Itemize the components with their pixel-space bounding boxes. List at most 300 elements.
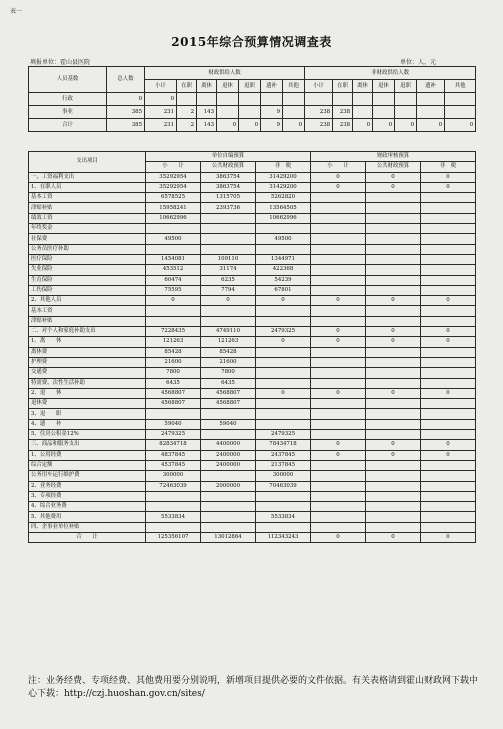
table-row xyxy=(29,471,476,481)
expense-value xyxy=(421,254,476,264)
expense-value xyxy=(421,213,476,223)
expense-column-header: 小 计 xyxy=(146,162,201,172)
nonfiscal-count xyxy=(417,106,445,119)
table-row xyxy=(29,234,476,244)
expense-value xyxy=(366,409,421,419)
expense-value: 0 xyxy=(366,450,421,460)
expense-value xyxy=(366,512,421,522)
expense-value xyxy=(311,522,366,532)
expense-value xyxy=(421,275,476,285)
expense-value: 0 xyxy=(311,532,366,542)
expense-value: 422368 xyxy=(256,265,311,275)
fiscal-count xyxy=(239,93,261,106)
personnel-row xyxy=(29,93,476,106)
expense-value xyxy=(366,275,421,285)
expense-value: 31429200 xyxy=(256,182,311,192)
expense-value: 7800 xyxy=(146,368,201,378)
expense-value xyxy=(256,491,311,501)
nonfiscal-count: 0 xyxy=(445,119,476,132)
expense-value xyxy=(256,502,311,512)
expense-value: 300000 xyxy=(146,471,201,481)
expense-value xyxy=(311,430,366,440)
expense-value: 0 xyxy=(421,450,476,460)
expense-value xyxy=(421,471,476,481)
nonfiscal-count: 0 xyxy=(395,119,417,132)
expense-value: 0 xyxy=(366,440,421,450)
nonfiscal-count xyxy=(445,93,476,106)
expense-item-label: 综合定额 xyxy=(29,460,146,470)
expense-value xyxy=(201,244,256,254)
expense-value: 54239 xyxy=(256,275,311,285)
nonfiscal-count: 238 xyxy=(305,119,333,132)
table-row xyxy=(29,368,476,378)
table-row xyxy=(29,512,476,522)
expense-value: 0 xyxy=(256,337,311,347)
expense-value xyxy=(366,502,421,512)
expense-value: 21600 xyxy=(146,357,201,367)
page-title: 2015年综合预算情况调查表 xyxy=(171,35,332,49)
expense-value: 2479325 xyxy=(256,430,311,440)
expense-value: 2437845 xyxy=(256,450,311,460)
expense-value xyxy=(366,234,421,244)
expense-value: 21600 xyxy=(201,357,256,367)
expense-item-label: 医疗保险 xyxy=(29,254,146,264)
table-row xyxy=(29,254,476,264)
expense-item-label: 津贴补贴 xyxy=(29,203,146,213)
table-row xyxy=(29,306,476,316)
expense-value xyxy=(421,357,476,367)
nonfiscal-count: 238 xyxy=(305,106,333,119)
expense-value: 2400000 xyxy=(201,460,256,470)
expense-value: 121263 xyxy=(201,337,256,347)
expense-value: 82834718 xyxy=(146,440,201,450)
table-row xyxy=(29,213,476,223)
fiscal-count: 2 xyxy=(177,119,197,132)
expense-value xyxy=(366,481,421,491)
table-row xyxy=(29,419,476,429)
expense-value: 0 xyxy=(311,172,366,182)
expense-value: 2400000 xyxy=(201,450,256,460)
expense-value: 453512 xyxy=(146,265,201,275)
personnel-row xyxy=(29,119,476,132)
fiscal-count: 231 xyxy=(145,119,177,132)
expense-value: 4837845 xyxy=(146,450,201,460)
table-row xyxy=(29,378,476,388)
table-row xyxy=(29,244,476,254)
expense-value xyxy=(366,357,421,367)
expense-value: 0 xyxy=(366,532,421,542)
expense-value xyxy=(421,316,476,326)
expense-value: 6435 xyxy=(201,378,256,388)
expense-value xyxy=(366,244,421,254)
expense-value: 49500 xyxy=(146,234,201,244)
expense-value xyxy=(311,316,366,326)
nonfiscal-count: 0 xyxy=(353,119,373,132)
fiscal-count xyxy=(177,93,197,106)
expense-value xyxy=(146,522,201,532)
expense-value xyxy=(256,244,311,254)
expense-value: 0 xyxy=(421,337,476,347)
expense-value xyxy=(311,409,366,419)
fiscal-subheader: 小计 xyxy=(145,80,177,93)
expense-value xyxy=(146,502,201,512)
expense-item-label: 基本工资 xyxy=(29,306,146,316)
expense-value xyxy=(146,316,201,326)
nonfiscal-count xyxy=(395,93,417,106)
expense-value: 85428 xyxy=(146,347,201,357)
nonfiscal-subheader: 小计 xyxy=(305,80,333,93)
expense-value: 1454081 xyxy=(146,254,201,264)
reporting-unit: 填报单位：霍山县医院 xyxy=(30,59,91,66)
expense-value xyxy=(421,347,476,357)
fiscal-count: 0 xyxy=(145,93,177,106)
expense-item-label: 年终奖金 xyxy=(29,224,146,234)
table-row xyxy=(29,440,476,450)
nonfiscal-count: 0 xyxy=(417,119,445,132)
expense-value: 49500 xyxy=(256,234,311,244)
expense-value xyxy=(421,203,476,213)
expense-value xyxy=(256,378,311,388)
expense-value: 67801 xyxy=(256,285,311,295)
table-row xyxy=(29,357,476,367)
expense-value: 2000000 xyxy=(201,481,256,491)
nonfiscal-count: 238 xyxy=(333,106,353,119)
expense-value xyxy=(256,347,311,357)
expense-item-label: 绩效工资 xyxy=(29,213,146,223)
expense-value: 59040 xyxy=(146,419,201,429)
expense-item-label: 一、工资福利支出 xyxy=(29,172,146,182)
expense-item-label: 生育保险 xyxy=(29,275,146,285)
expense-value xyxy=(366,316,421,326)
expense-value xyxy=(311,285,366,295)
expense-value xyxy=(366,347,421,357)
expense-item-label: 特需费、次性生活补助 xyxy=(29,378,146,388)
expense-value xyxy=(421,234,476,244)
fiscal-count: 2 xyxy=(177,106,197,119)
expense-value: 85428 xyxy=(201,347,256,357)
expense-value: 10662996 xyxy=(256,213,311,223)
expense-value: 4400000 xyxy=(201,440,256,450)
personnel-row-label: 合计 xyxy=(29,119,107,132)
fiscal-subheader: 遗补 xyxy=(261,80,283,93)
expense-value: 6435 xyxy=(146,378,201,388)
expense-item-label: 5、住房公积金12% xyxy=(29,430,146,440)
expense-value xyxy=(256,419,311,429)
table-row xyxy=(29,450,476,460)
expense-value xyxy=(256,368,311,378)
expense-value xyxy=(311,203,366,213)
expense-value: 4568807 xyxy=(146,388,201,398)
expense-value xyxy=(421,378,476,388)
expense-value: 7800 xyxy=(201,368,256,378)
expense-value xyxy=(366,306,421,316)
table-row xyxy=(29,203,476,213)
expense-value: 3863754 xyxy=(201,182,256,192)
expense-value xyxy=(311,265,366,275)
fiscal-subheader: 其他 xyxy=(283,80,305,93)
fiscal-subheader: 在职 xyxy=(177,80,197,93)
fiscal-count xyxy=(283,93,305,106)
expense-value xyxy=(366,522,421,532)
fiscal-header: 财政供给人数 xyxy=(145,67,305,80)
nonfiscal-count xyxy=(353,106,373,119)
expense-value xyxy=(311,213,366,223)
expense-value: 0 xyxy=(311,337,366,347)
expense-item-label: 社保费 xyxy=(29,234,146,244)
nonfiscal-subheader: 离休 xyxy=(353,80,373,93)
expense-value: 0 xyxy=(421,296,476,306)
personnel-row-label: 事业 xyxy=(29,106,107,119)
expense-value xyxy=(256,399,311,409)
expense-value xyxy=(366,265,421,275)
table-row xyxy=(29,460,476,470)
personnel-row-label: 行政 xyxy=(29,93,107,106)
expense-item-label: 离休费 xyxy=(29,347,146,357)
expense-item-label: 2、其他人员 xyxy=(29,296,146,306)
table-row xyxy=(29,481,476,491)
expense-item-label: 4、综合业务费 xyxy=(29,502,146,512)
expense-value: 0 xyxy=(201,296,256,306)
expense-value xyxy=(311,491,366,501)
nonfiscal-header: 非财政供给人数 xyxy=(305,67,476,80)
expense-value xyxy=(311,224,366,234)
expense-value xyxy=(256,224,311,234)
expense-value xyxy=(311,347,366,357)
expense-value xyxy=(421,409,476,419)
expense-value: 0 xyxy=(311,296,366,306)
expense-value: 0 xyxy=(421,327,476,337)
expense-value xyxy=(256,357,311,367)
expense-value xyxy=(311,419,366,429)
expense-value xyxy=(421,306,476,316)
table-row xyxy=(29,265,476,275)
expense-value xyxy=(366,203,421,213)
expense-value: 0 xyxy=(311,450,366,460)
expense-item-label: 二、对个人和家庭补助支出 xyxy=(29,327,146,337)
expense-value xyxy=(311,378,366,388)
expense-item-label: 2、业务经费 xyxy=(29,481,146,491)
fiscal-count xyxy=(217,106,239,119)
expense-value xyxy=(421,244,476,254)
nonfiscal-count: 238 xyxy=(333,119,353,132)
expense-value xyxy=(311,275,366,285)
expense-item-label: 失业保险 xyxy=(29,265,146,275)
expense-value xyxy=(366,491,421,501)
expense-value: 1344971 xyxy=(256,254,311,264)
expense-value: 7794 xyxy=(201,285,256,295)
fiscal-count xyxy=(197,93,217,106)
expense-value xyxy=(311,357,366,367)
table-row xyxy=(29,522,476,532)
fiscal-count: 9 xyxy=(261,106,283,119)
expense-item-label: 2、退 休 xyxy=(29,388,146,398)
expense-value xyxy=(311,460,366,470)
expense-value: 0 xyxy=(421,532,476,542)
expense-value: 2137845 xyxy=(256,460,311,470)
fiscal-count xyxy=(283,106,305,119)
expense-value xyxy=(366,378,421,388)
expense-value: 0 xyxy=(311,440,366,450)
table-row xyxy=(29,337,476,347)
expense-value xyxy=(201,512,256,522)
expense-value: 35292954 xyxy=(146,182,201,192)
expense-value xyxy=(201,224,256,234)
expense-item-label: 1、离 休 xyxy=(29,337,146,347)
fiscal-count: 0 xyxy=(217,119,239,132)
expense-value xyxy=(421,399,476,409)
expense-column-header: 非 税 xyxy=(421,162,476,172)
table-row xyxy=(29,193,476,203)
expense-value xyxy=(421,512,476,522)
expense-column-header: 小 计 xyxy=(311,162,366,172)
table-row xyxy=(29,491,476,501)
expense-table xyxy=(28,151,476,543)
expense-value xyxy=(311,512,366,522)
table-row xyxy=(29,347,476,357)
nonfiscal-subheader: 退休 xyxy=(373,80,395,93)
total-header: 总人数 xyxy=(107,67,145,93)
expense-value xyxy=(366,419,421,429)
expense-item-label: 4、遗 补 xyxy=(29,419,146,429)
expense-value xyxy=(311,254,366,264)
fiscal-subheader: 退休 xyxy=(217,80,239,93)
expense-value xyxy=(146,491,201,501)
expense-value xyxy=(421,193,476,203)
table-row xyxy=(29,502,476,512)
expense-item-label: 护理费 xyxy=(29,357,146,367)
expense-value xyxy=(366,254,421,264)
expense-value: 4568807 xyxy=(201,399,256,409)
expense-value xyxy=(421,265,476,275)
expense-value: 1315705 xyxy=(201,193,256,203)
expense-item-label: 3、专项经费 xyxy=(29,491,146,501)
expense-value: 2479325 xyxy=(256,327,311,337)
corner-mark: 表一 xyxy=(10,8,23,15)
expense-value: 4537845 xyxy=(146,460,201,470)
expense-value: 15958241 xyxy=(146,203,201,213)
expense-value xyxy=(201,430,256,440)
expense-value: 70463039 xyxy=(256,481,311,491)
expense-value xyxy=(311,399,366,409)
nonfiscal-subheader: 遗补 xyxy=(417,80,445,93)
fiscal-count xyxy=(217,93,239,106)
expense-item-label: 5、其他费用 xyxy=(29,512,146,522)
expense-value xyxy=(311,471,366,481)
expense-value: 6235 xyxy=(201,275,256,285)
expense-value: 3863754 xyxy=(201,172,256,182)
expense-value xyxy=(421,224,476,234)
expense-value: 300000 xyxy=(256,471,311,481)
expense-value: 121263 xyxy=(146,337,201,347)
expense-value xyxy=(366,224,421,234)
expense-item-label: 退休费 xyxy=(29,399,146,409)
table-row xyxy=(29,172,476,182)
fiscal-count: 9 xyxy=(261,119,283,132)
fiscal-count xyxy=(261,93,283,106)
self-budget-header: 单位自编预算 xyxy=(146,152,311,162)
expense-value xyxy=(421,368,476,378)
personnel-total: 0 xyxy=(107,93,145,106)
expense-value: 31174 xyxy=(201,265,256,275)
expense-column-header: 公共财政预算 xyxy=(366,162,421,172)
expense-value xyxy=(201,409,256,419)
table-row xyxy=(29,275,476,285)
table-row xyxy=(29,316,476,326)
expense-item-label: 交通费 xyxy=(29,368,146,378)
fiscal-count: 143 xyxy=(197,106,217,119)
fiscal-count: 0 xyxy=(283,119,305,132)
expense-value xyxy=(201,213,256,223)
nonfiscal-subheader: 在职 xyxy=(333,80,353,93)
expense-value xyxy=(421,419,476,429)
expense-value xyxy=(201,522,256,532)
expense-value xyxy=(201,471,256,481)
expense-value xyxy=(311,193,366,203)
expense-column-header: 公共财政预算 xyxy=(201,162,256,172)
expense-value xyxy=(146,224,201,234)
expense-value xyxy=(201,316,256,326)
expense-value xyxy=(421,481,476,491)
nonfiscal-count xyxy=(417,93,445,106)
expense-value: 125356107 xyxy=(146,532,201,542)
expense-value xyxy=(256,409,311,419)
expense-value xyxy=(256,316,311,326)
expense-value xyxy=(421,430,476,440)
expense-value xyxy=(366,213,421,223)
expense-value xyxy=(311,481,366,491)
expense-value xyxy=(311,306,366,316)
expense-value: 0 xyxy=(256,296,311,306)
expense-value xyxy=(146,306,201,316)
personnel-table xyxy=(28,66,476,132)
expense-value xyxy=(201,234,256,244)
nonfiscal-count xyxy=(373,93,395,106)
expense-value xyxy=(421,460,476,470)
expense-value: 31429200 xyxy=(256,172,311,182)
expense-value: 5262820 xyxy=(256,193,311,203)
expense-value: 0 xyxy=(366,327,421,337)
personnel-group-label: 人员基数 xyxy=(29,67,107,93)
expense-item-label: 公务员医疗补助 xyxy=(29,244,146,254)
expense-column-header: 非 税 xyxy=(256,162,311,172)
expense-value: 0 xyxy=(366,182,421,192)
expense-item-label: 1、在职人员 xyxy=(29,182,146,192)
expense-item-label: 1、公用经费 xyxy=(29,450,146,460)
table-row xyxy=(29,285,476,295)
expense-item-label: 公务用车运行维护费 xyxy=(29,471,146,481)
table-row xyxy=(29,182,476,192)
nonfiscal-count xyxy=(445,106,476,119)
expense-value: 0 xyxy=(421,182,476,192)
expense-item-label: 3、退 职 xyxy=(29,409,146,419)
expense-value: 5533834 xyxy=(256,512,311,522)
expense-value xyxy=(201,491,256,501)
expense-value: 109110 xyxy=(201,254,256,264)
nonfiscal-count xyxy=(333,93,353,106)
expense-value xyxy=(421,285,476,295)
expense-item-label: 基本工资 xyxy=(29,193,146,203)
expense-value: 6578525 xyxy=(146,193,201,203)
expense-value: 7228435 xyxy=(146,327,201,337)
expense-value: 2393736 xyxy=(201,203,256,213)
expense-value xyxy=(366,460,421,470)
expense-value xyxy=(366,399,421,409)
nonfiscal-count xyxy=(373,106,395,119)
expense-value: 0 xyxy=(421,172,476,182)
expense-value: 60474 xyxy=(146,275,201,285)
footer-note: 注：业务经费、专项经费、其他费用要分别说明，新增项目提供必要的文件依据。有关表格请到霍山财政网下载中心下载：http://czj.huoshan.gov.cn/sites/ xyxy=(28,676,479,699)
fiscal-subheader: 退职 xyxy=(239,80,261,93)
